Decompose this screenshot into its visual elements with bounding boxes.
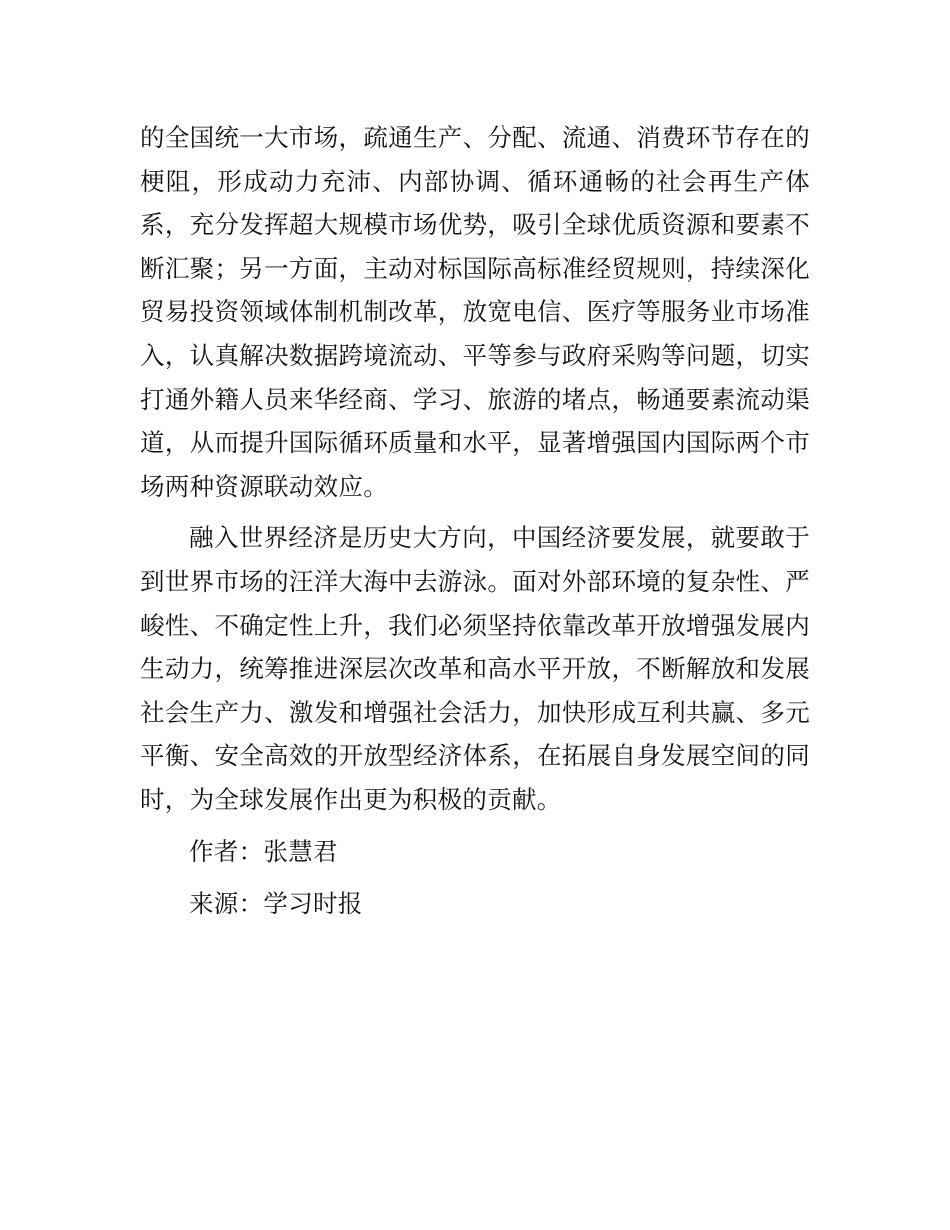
paragraph-conclusion: 融入世界经济是历史大方向，中国经济要发展，就要敢于到世界市场的汪洋大海中去游泳。面对外部环境的复杂性、严峻性、不确定性上升，我们必须坚持依靠改革开放增强发展内生动力，统筹推进深层次改革和高水平开放，不断解放和发展社会生产力、激发和增强社会活力，加快形成互利共赢、多元平衡、安全高效的开放型经济体系，在拓展自身发展空间的同时，为全球发展作出更为积极的贡献。 bbox=[140, 523, 810, 814]
paragraph-continued: 的全国统一大市场，疏通生产、分配、流通、消费环节存在的梗阻，形成动力充沛、内部协调、循环通畅的社会再生产体系，充分发挥超大规模市场优势，吸引全球优质资源和要素不断汇聚；另一方面，主动对标国际高标准经贸规则，持续深化贸易投资领域体制机制改革，放宽电信、医疗等服务业市场准入，认真解决数据跨境流动、平等参与政府采购等问题，切实打通外籍人员来华经商、学习、旅游的堵点，畅通要素流动渠道，从而提升国际循环质量和水平，显著增强国内国际两个市场两种资源联动效应。 bbox=[140, 123, 810, 501]
author-line: 作者：张慧君 bbox=[189, 836, 338, 866]
source-line: 来源：学习时报 bbox=[189, 889, 363, 919]
article-body bbox=[140, 116, 810, 926]
